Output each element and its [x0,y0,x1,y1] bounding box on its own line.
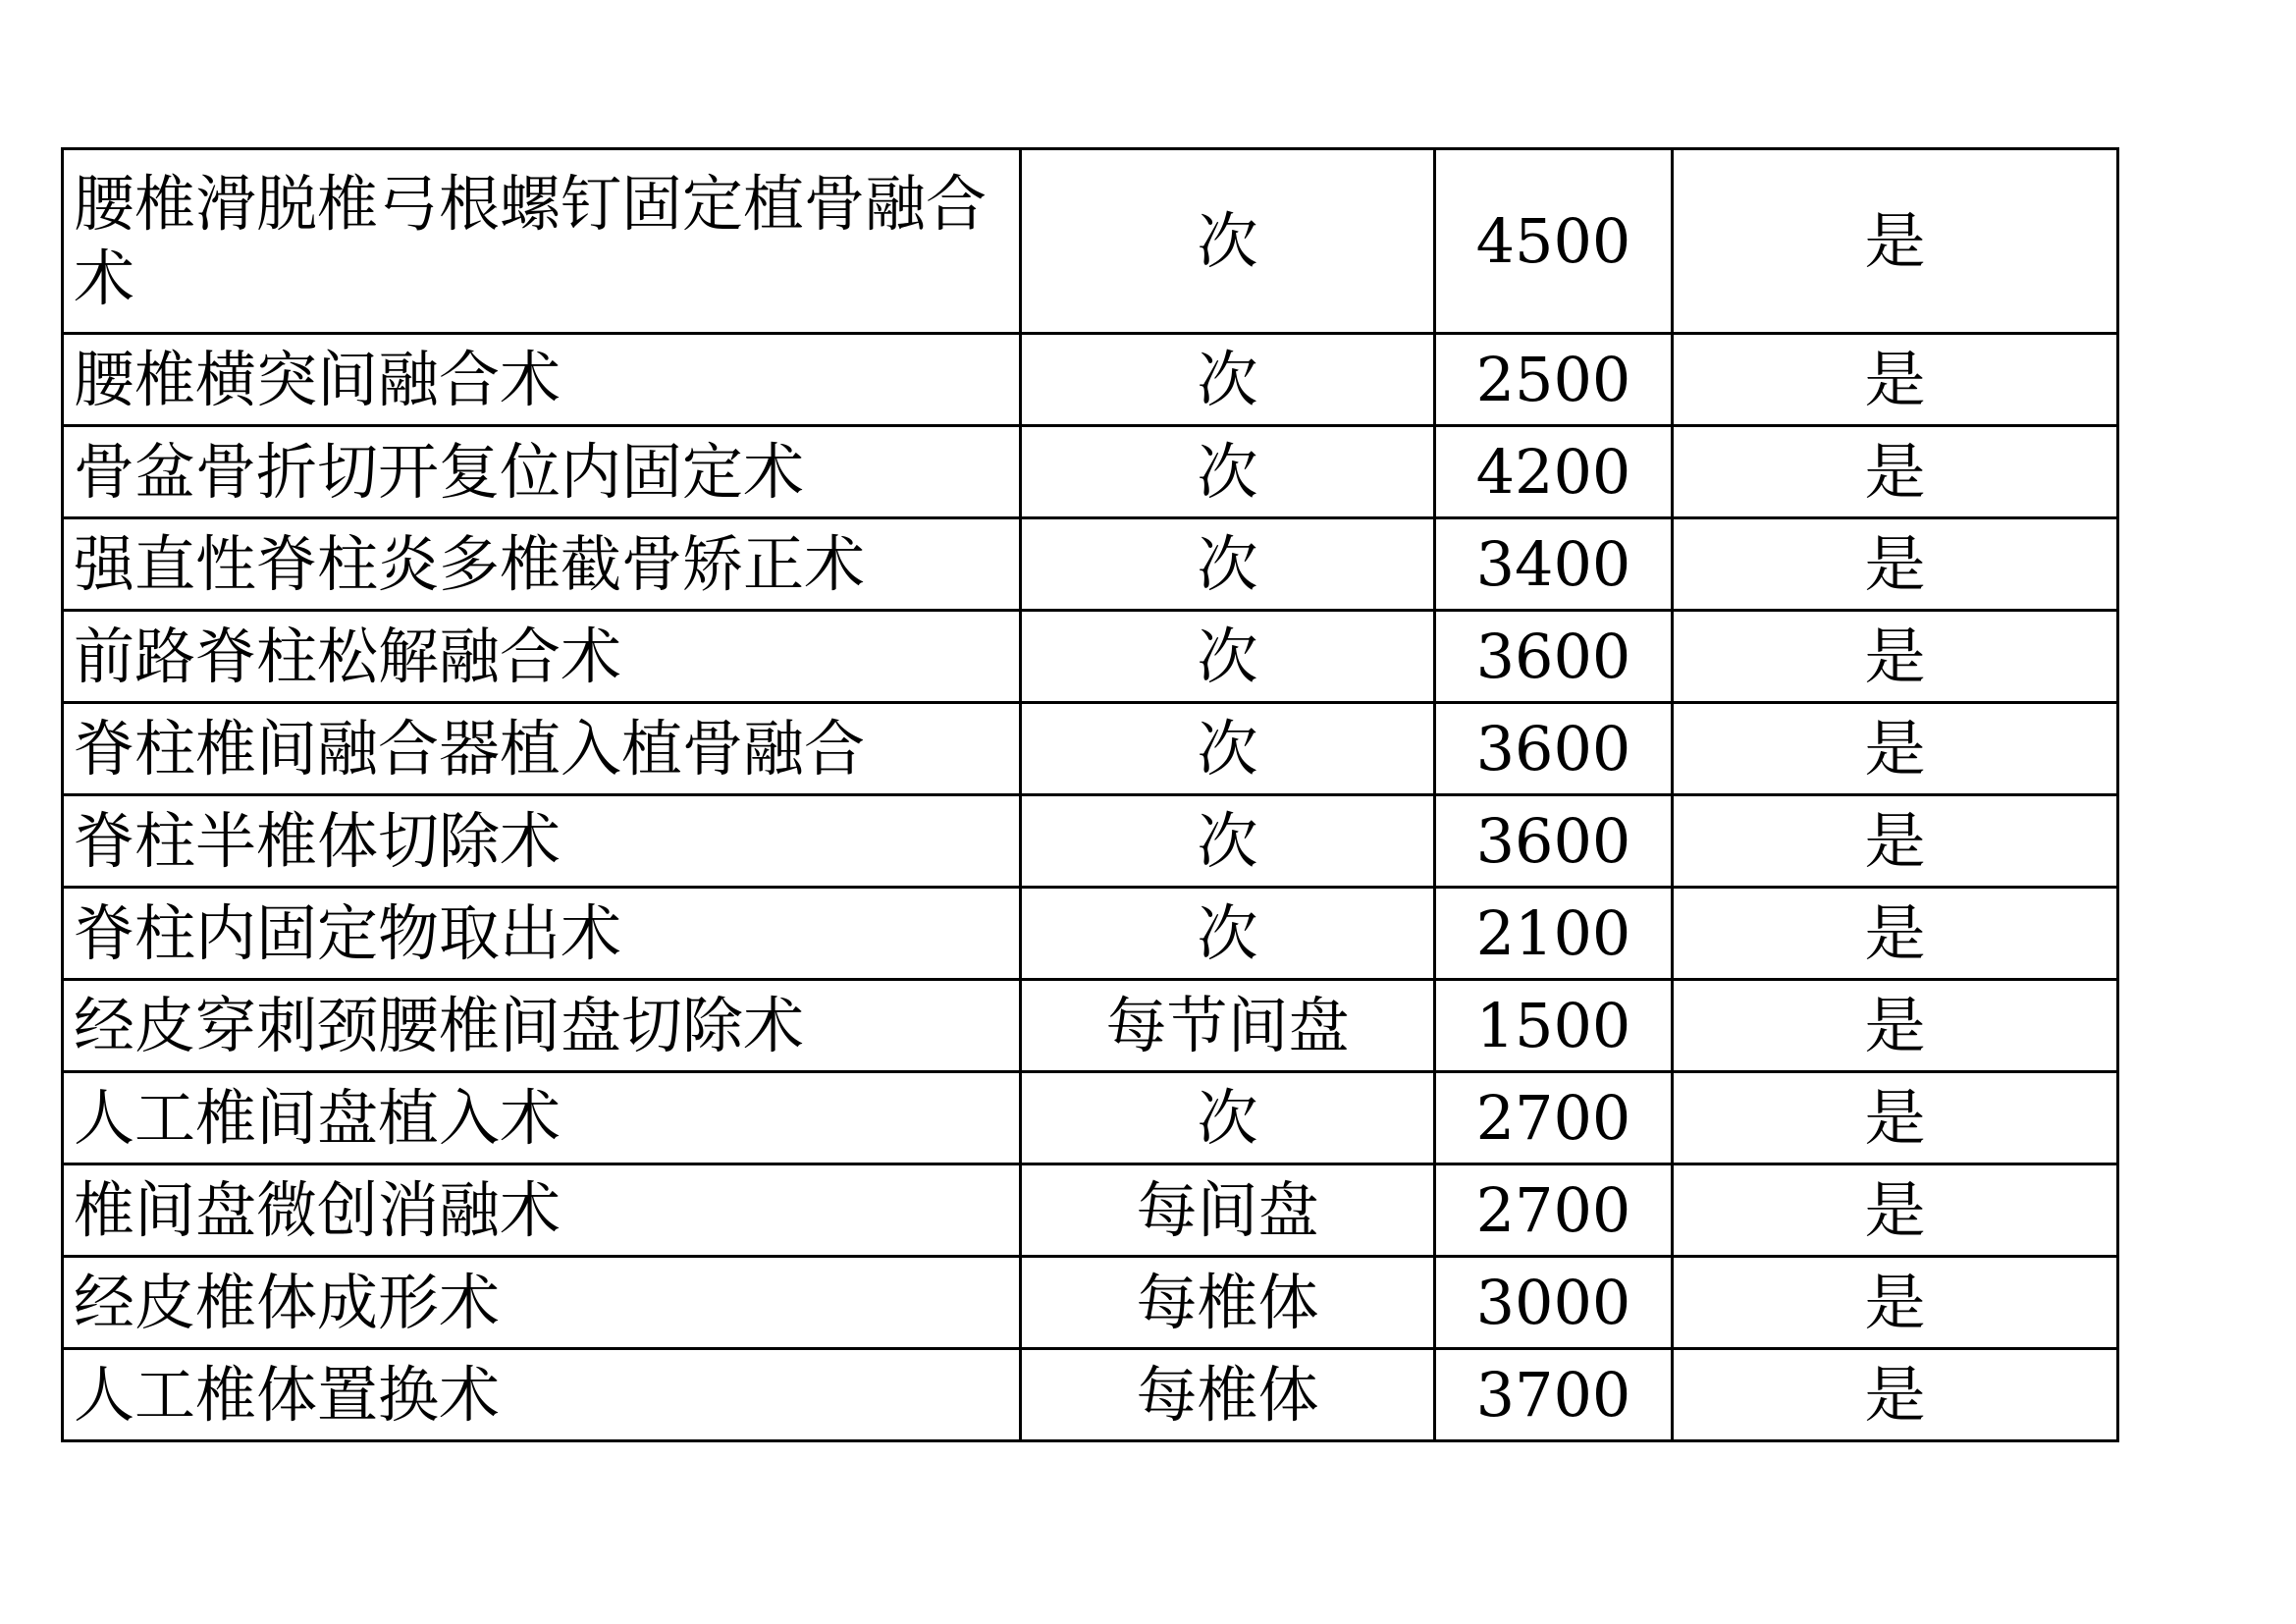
price-cell: 4200 [1435,426,1673,518]
unit-cell: 次 [1021,888,1435,980]
price-cell: 3600 [1435,703,1673,795]
price-cell: 1500 [1435,980,1673,1072]
covered-cell: 是 [1673,149,2118,334]
table-row [63,1072,2118,1164]
procedure-name-cell: 脊柱半椎体切除术 [63,795,1021,888]
unit-cell: 每椎体 [1021,1257,1435,1349]
procedure-name-cell: 脊柱椎间融合器植入植骨融合 [63,703,1021,795]
table-row [63,1349,2118,1441]
table-row [63,888,2118,980]
price-cell: 3600 [1435,795,1673,888]
covered-cell: 是 [1673,1164,2118,1257]
covered-cell: 是 [1673,703,2118,795]
table-row [63,518,2118,611]
table-row [63,426,2118,518]
covered-cell: 是 [1673,334,2118,426]
covered-cell: 是 [1673,1072,2118,1164]
fee-table [61,147,2119,1442]
table-row [63,703,2118,795]
procedure-name-cell: 骨盆骨折切开复位内固定术 [63,426,1021,518]
procedure-name-cell: 人工椎间盘植入术 [63,1072,1021,1164]
unit-cell: 次 [1021,334,1435,426]
procedure-name-cell: 腰椎横突间融合术 [63,334,1021,426]
unit-cell: 每节间盘 [1021,980,1435,1072]
procedure-name-cell: 强直性脊柱炎多椎截骨矫正术 [63,518,1021,611]
procedure-name-cell: 腰椎滑脱椎弓根螺钉固定植骨融合术 [63,149,1021,334]
table-row [63,980,2118,1072]
covered-cell: 是 [1673,795,2118,888]
covered-cell: 是 [1673,1349,2118,1441]
table-row [63,1257,2118,1349]
price-cell: 3600 [1435,611,1673,703]
price-cell: 2700 [1435,1072,1673,1164]
covered-cell: 是 [1673,426,2118,518]
unit-cell: 次 [1021,518,1435,611]
covered-cell: 是 [1673,611,2118,703]
unit-cell: 次 [1021,1072,1435,1164]
price-cell: 2100 [1435,888,1673,980]
procedure-name-cell: 经皮椎体成形术 [63,1257,1021,1349]
table-row [63,795,2118,888]
covered-cell: 是 [1673,980,2118,1072]
covered-cell: 是 [1673,1257,2118,1349]
table-row [63,334,2118,426]
procedure-name-cell: 前路脊柱松解融合术 [63,611,1021,703]
price-cell: 2500 [1435,334,1673,426]
unit-cell: 每间盘 [1021,1164,1435,1257]
unit-cell: 每椎体 [1021,1349,1435,1441]
procedure-name-cell: 椎间盘微创消融术 [63,1164,1021,1257]
unit-cell: 次 [1021,149,1435,334]
table-row [63,611,2118,703]
procedure-name-cell: 人工椎体置换术 [63,1349,1021,1441]
price-cell: 3400 [1435,518,1673,611]
procedure-name-cell: 脊柱内固定物取出术 [63,888,1021,980]
procedure-name-cell: 经皮穿刺颈腰椎间盘切除术 [63,980,1021,1072]
covered-cell: 是 [1673,888,2118,980]
price-cell: 2700 [1435,1164,1673,1257]
price-cell: 3700 [1435,1349,1673,1441]
unit-cell: 次 [1021,703,1435,795]
unit-cell: 次 [1021,611,1435,703]
table-row [63,1164,2118,1257]
price-cell: 4500 [1435,149,1673,334]
fee-table-body [63,149,2118,1441]
table-row [63,149,2118,334]
unit-cell: 次 [1021,426,1435,518]
covered-cell: 是 [1673,518,2118,611]
unit-cell: 次 [1021,795,1435,888]
price-cell: 3000 [1435,1257,1673,1349]
